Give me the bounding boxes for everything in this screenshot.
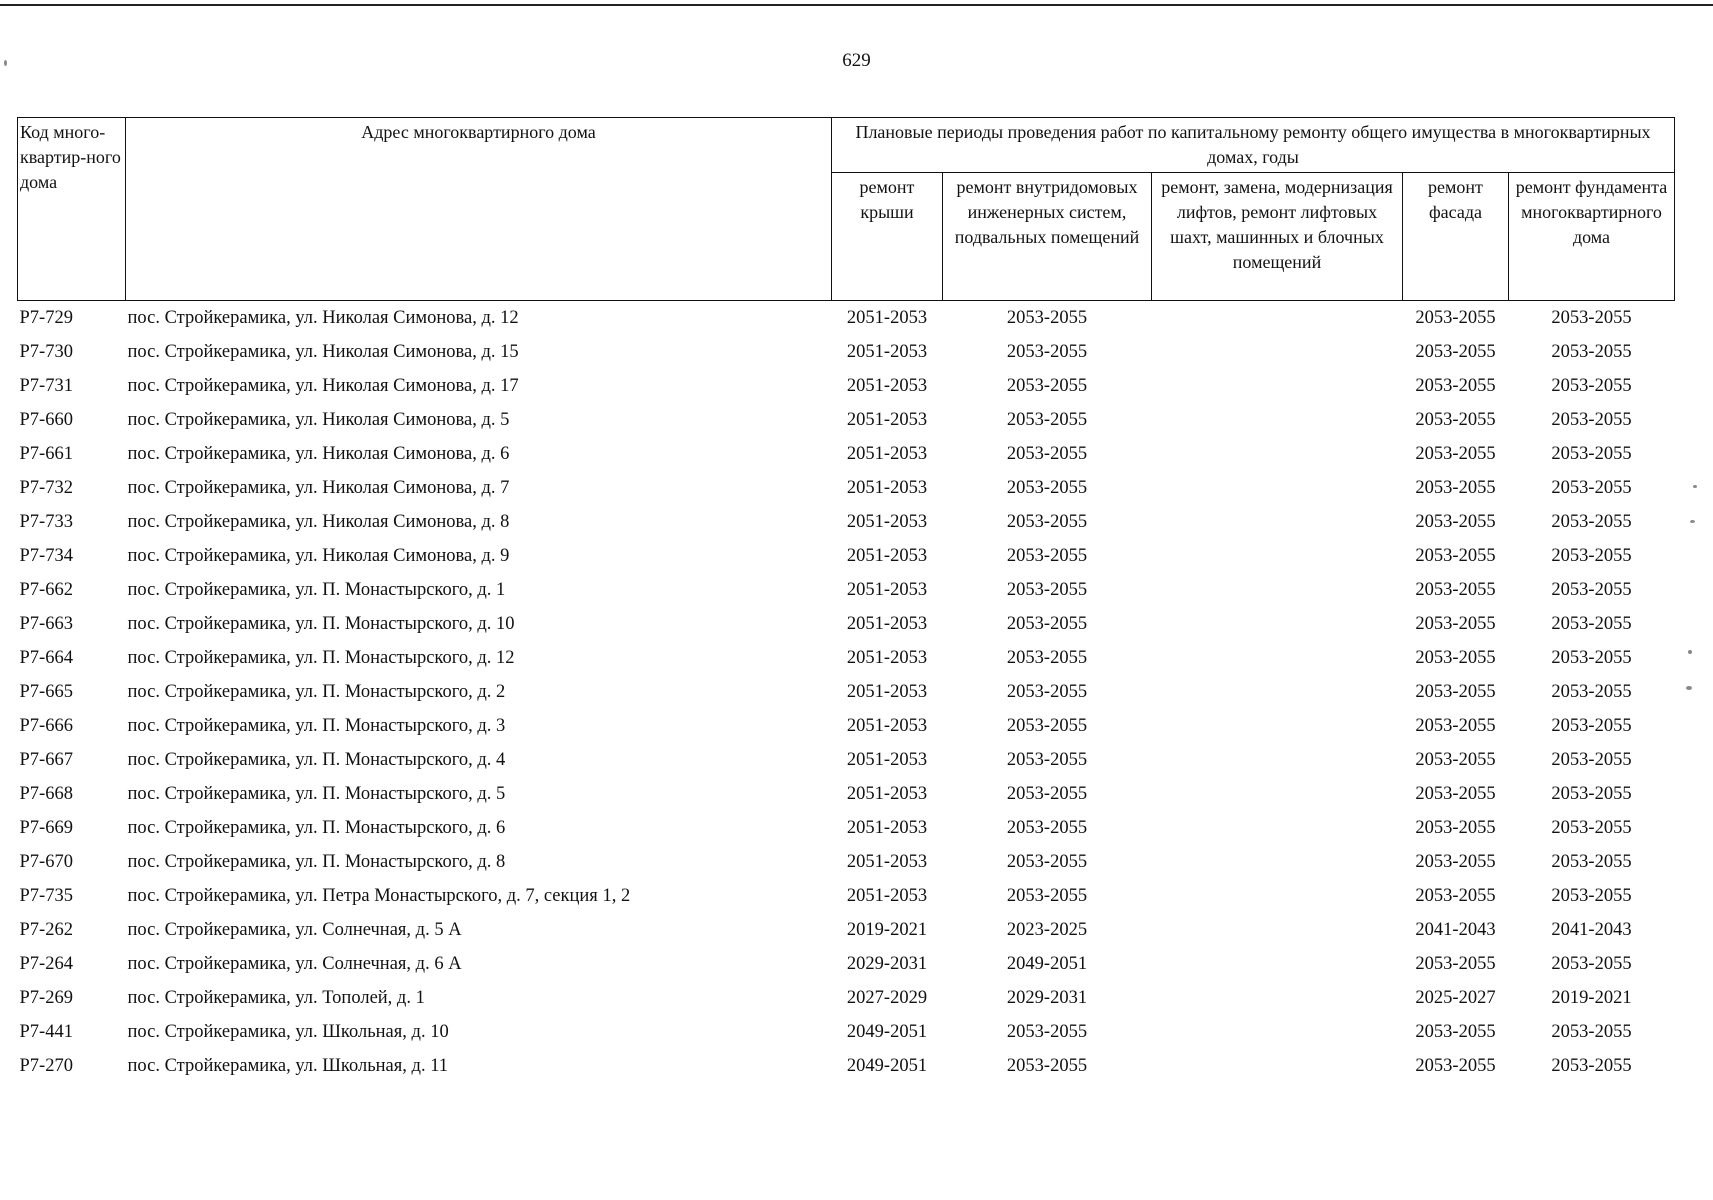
cell-code: Р7-734: [19, 545, 73, 566]
header-facade: ремонт фасада: [1403, 173, 1509, 301]
cell-engineering: 2053-2055: [1006, 715, 1088, 736]
scan-speck: [1688, 650, 1692, 654]
cell-facade: 2053-2055: [1415, 885, 1496, 906]
cell-address: пос. Стройкерамика, ул. Школьная, д. 10: [127, 1021, 449, 1042]
cell-facade: 2053-2055: [1415, 817, 1496, 838]
cell-roof: 2019-2021: [846, 919, 928, 940]
cell-foundation: 2053-2055: [1551, 545, 1632, 566]
table-row: [18, 505, 1675, 539]
cell-lifts: [1152, 981, 1403, 1015]
cell-code: Р7-269: [19, 987, 73, 1008]
cell-address: пос. Стройкерамика, ул. Николая Симонова, д. 9: [127, 545, 510, 566]
cell-facade: 2053-2055: [1415, 681, 1496, 702]
cell-facade: 2053-2055: [1415, 1021, 1496, 1042]
cell-facade: 2053-2055: [1415, 953, 1496, 974]
cell-foundation: 2053-2055: [1551, 783, 1632, 804]
cell-lifts: [1152, 845, 1403, 879]
cell-code: Р7-270: [19, 1055, 73, 1076]
table-row: [18, 369, 1675, 403]
cell-engineering: 2053-2055: [1006, 1021, 1088, 1042]
table-row: [18, 675, 1675, 709]
cell-roof: 2051-2053: [846, 307, 928, 328]
cell-engineering: 2053-2055: [1006, 613, 1088, 634]
cell-facade: 2053-2055: [1415, 851, 1496, 872]
cell-facade: 2053-2055: [1415, 341, 1496, 362]
cell-foundation: 2053-2055: [1551, 817, 1632, 838]
cell-facade: 2053-2055: [1415, 477, 1496, 498]
cell-lifts: [1152, 709, 1403, 743]
cell-foundation: 2053-2055: [1551, 647, 1632, 668]
cell-lifts: [1152, 777, 1403, 811]
cell-code: Р7-732: [19, 477, 73, 498]
top-rule: [0, 4, 1713, 6]
cell-lifts: [1152, 403, 1403, 437]
cell-lifts: [1152, 947, 1403, 981]
cell-address: пос. Стройкерамика, ул. Солнечная, д. 6 А: [127, 953, 462, 974]
table-row: [18, 1049, 1675, 1083]
cell-roof: 2027-2029: [846, 987, 928, 1008]
cell-address: пос. Стройкерамика, ул. Солнечная, д. 5 А: [127, 919, 462, 940]
cell-lifts: [1152, 607, 1403, 641]
cell-code: Р7-264: [19, 953, 73, 974]
cell-roof: 2051-2053: [846, 545, 928, 566]
cell-foundation: 2053-2055: [1551, 511, 1632, 532]
cell-foundation: 2053-2055: [1551, 341, 1632, 362]
cell-foundation: 2053-2055: [1551, 613, 1632, 634]
cell-roof: 2051-2053: [846, 817, 928, 838]
header-roof: ремонт крыши: [832, 173, 943, 301]
cell-code: Р7-733: [19, 511, 73, 532]
table-row: [18, 573, 1675, 607]
cell-foundation: 2053-2055: [1551, 749, 1632, 770]
cell-foundation: 2053-2055: [1551, 1055, 1632, 1076]
cell-code: Р7-667: [19, 749, 73, 770]
cell-foundation: 2053-2055: [1551, 715, 1632, 736]
table-row: [18, 335, 1675, 369]
cell-engineering: 2053-2055: [1006, 511, 1088, 532]
cell-engineering: 2053-2055: [1006, 341, 1088, 362]
table-row: [18, 403, 1675, 437]
cell-engineering: 2053-2055: [1006, 885, 1088, 906]
table-row: [18, 879, 1675, 913]
cell-engineering: 2053-2055: [1006, 647, 1088, 668]
cell-code: Р7-660: [19, 409, 73, 430]
table-row: [18, 471, 1675, 505]
scan-speck: [1693, 485, 1697, 488]
cell-facade: 2053-2055: [1415, 749, 1496, 770]
cell-engineering: 2053-2055: [1006, 681, 1088, 702]
table-header: [18, 118, 1675, 301]
cell-engineering: 2053-2055: [1006, 851, 1088, 872]
cell-address: пос. Стройкерамика, ул. Николая Симонова, д. 8: [127, 511, 510, 532]
page-number: 629: [842, 50, 871, 71]
cell-lifts: [1152, 471, 1403, 505]
cell-code: Р7-441: [19, 1021, 73, 1042]
table-row: [18, 743, 1675, 777]
table-row: [18, 607, 1675, 641]
header-address: Адрес многоквартирного дома: [126, 118, 832, 301]
cell-roof: 2049-2051: [846, 1055, 928, 1076]
cell-roof: 2051-2053: [846, 443, 928, 464]
cell-foundation: 2053-2055: [1551, 885, 1632, 906]
cell-foundation: 2053-2055: [1551, 851, 1632, 872]
cell-lifts: [1152, 335, 1403, 369]
plan-table-wrapper: [17, 117, 1674, 1083]
cell-foundation: 2053-2055: [1551, 579, 1632, 600]
cell-code: Р7-668: [19, 783, 73, 804]
cell-code: Р7-664: [19, 647, 73, 668]
cell-code: Р7-729: [19, 307, 73, 328]
cell-address: пос. Стройкерамика, ул. Николая Симонова, д. 6: [127, 443, 510, 464]
cell-foundation: 2053-2055: [1551, 477, 1632, 498]
cell-address: пос. Стройкерамика, ул. П. Монастырского, д. 8: [127, 851, 506, 872]
cell-roof: 2051-2053: [846, 885, 928, 906]
cell-facade: 2053-2055: [1415, 613, 1496, 634]
cell-engineering: 2053-2055: [1006, 545, 1088, 566]
cell-address: пос. Стройкерамика, ул. П. Монастырского, д. 12: [127, 647, 515, 668]
cell-facade: 2053-2055: [1415, 511, 1496, 532]
cell-code: Р7-670: [19, 851, 73, 872]
cell-foundation: 2053-2055: [1551, 307, 1632, 328]
cell-engineering: 2053-2055: [1006, 443, 1088, 464]
cell-facade: 2053-2055: [1415, 579, 1496, 600]
cell-address: пос. Стройкерамика, ул. Николая Симонова, д. 7: [127, 477, 510, 498]
cell-lifts: [1152, 1015, 1403, 1049]
table-row: [18, 845, 1675, 879]
cell-address: пос. Стройкерамика, ул. П. Монастырского, д. 2: [127, 681, 506, 702]
cell-code: Р7-262: [19, 919, 73, 940]
cell-address: пос. Стройкерамика, ул. Тополей, д. 1: [127, 987, 425, 1008]
cell-roof: 2051-2053: [846, 783, 928, 804]
cell-code: Р7-665: [19, 681, 73, 702]
cell-engineering: 2023-2025: [1006, 919, 1088, 940]
cell-roof: 2051-2053: [846, 749, 928, 770]
table-row: [18, 437, 1675, 471]
cell-engineering: 2053-2055: [1006, 783, 1088, 804]
cell-facade: 2053-2055: [1415, 783, 1496, 804]
cell-roof: 2051-2053: [846, 613, 928, 634]
cell-foundation: 2053-2055: [1551, 1021, 1632, 1042]
cell-roof: 2051-2053: [846, 341, 928, 362]
cell-foundation: 2053-2055: [1551, 443, 1632, 464]
cell-lifts: [1152, 301, 1403, 336]
cell-address: пос. Стройкерамика, ул. П. Монастырского, д. 10: [127, 613, 515, 634]
cell-address: пос. Стройкерамика, ул. Николая Симонова, д. 15: [127, 341, 519, 362]
cell-roof: 2051-2053: [846, 511, 928, 532]
table-row: [18, 981, 1675, 1015]
cell-code: Р7-731: [19, 375, 73, 396]
cell-roof: 2051-2053: [846, 647, 928, 668]
cell-facade: 2053-2055: [1415, 443, 1496, 464]
table-row: [18, 301, 1675, 336]
cell-engineering: 2053-2055: [1006, 307, 1088, 328]
cell-facade: 2053-2055: [1415, 307, 1496, 328]
cell-roof: 2051-2053: [846, 579, 928, 600]
cell-lifts: [1152, 573, 1403, 607]
cell-roof: 2051-2053: [846, 409, 928, 430]
cell-foundation: 2053-2055: [1551, 953, 1632, 974]
cell-code: Р7-735: [19, 885, 73, 906]
cell-facade: 2053-2055: [1415, 647, 1496, 668]
cell-foundation: 2053-2055: [1551, 681, 1632, 702]
plan-table: [17, 117, 1675, 1083]
cell-facade: 2053-2055: [1415, 545, 1496, 566]
cell-address: пос. Стройкерамика, ул. Школьная, д. 11: [127, 1055, 449, 1076]
cell-lifts: [1152, 539, 1403, 573]
cell-foundation: 2019-2021: [1551, 987, 1632, 1008]
cell-code: Р7-663: [19, 613, 73, 634]
scan-speck: [1690, 520, 1695, 523]
cell-address: пос. Стройкерамика, ул. Николая Симонова, д. 17: [127, 375, 519, 396]
cell-facade: 2025-2027: [1415, 987, 1496, 1008]
cell-roof: 2051-2053: [846, 681, 928, 702]
cell-facade: 2053-2055: [1415, 375, 1496, 396]
table-row: [18, 1015, 1675, 1049]
header-engineering: ремонт внутридомовых инженерных систем, подвальных помещений: [943, 173, 1152, 301]
scan-speck: [1686, 686, 1692, 690]
cell-facade: 2053-2055: [1415, 409, 1496, 430]
cell-address: пос. Стройкерамика, ул. Николая Симонова, д. 12: [127, 307, 519, 328]
table-row: [18, 913, 1675, 947]
cell-address: пос. Стройкерамика, ул. П. Монастырского, д. 6: [127, 817, 506, 838]
header-code: Код много-квартир-ного дома: [18, 118, 126, 301]
header-periods-group: Плановые периоды проведения работ по капитальному ремонту общего имущества в многоквартирных домах, годы: [832, 118, 1675, 173]
cell-lifts: [1152, 879, 1403, 913]
table-row: [18, 709, 1675, 743]
cell-roof: 2051-2053: [846, 851, 928, 872]
table-body: [18, 301, 1675, 1084]
cell-address: пос. Стройкерамика, ул. Николая Симонова, д. 5: [127, 409, 510, 430]
cell-engineering: 2053-2055: [1006, 375, 1088, 396]
cell-engineering: 2053-2055: [1006, 477, 1088, 498]
cell-foundation: 2041-2043: [1551, 919, 1632, 940]
cell-lifts: [1152, 913, 1403, 947]
cell-code: Р7-730: [19, 341, 73, 362]
cell-facade: 2041-2043: [1415, 919, 1496, 940]
cell-foundation: 2053-2055: [1551, 409, 1632, 430]
cell-engineering: 2049-2051: [1006, 953, 1088, 974]
cell-address: пос. Стройкерамика, ул. П. Монастырского, д. 5: [127, 783, 506, 804]
cell-engineering: 2029-2031: [1006, 987, 1088, 1008]
cell-roof: 2029-2031: [846, 953, 928, 974]
cell-engineering: 2053-2055: [1006, 817, 1088, 838]
cell-engineering: 2053-2055: [1006, 749, 1088, 770]
cell-lifts: [1152, 369, 1403, 403]
cell-lifts: [1152, 811, 1403, 845]
cell-foundation: 2053-2055: [1551, 375, 1632, 396]
cell-roof: 2051-2053: [846, 715, 928, 736]
cell-roof: 2049-2051: [846, 1021, 928, 1042]
cell-code: Р7-662: [19, 579, 73, 600]
cell-code: Р7-666: [19, 715, 73, 736]
cell-roof: 2051-2053: [846, 375, 928, 396]
table-row: [18, 811, 1675, 845]
cell-lifts: [1152, 641, 1403, 675]
cell-address: пос. Стройкерамика, ул. П. Монастырского, д. 1: [127, 579, 506, 600]
table-row: [18, 539, 1675, 573]
cell-lifts: [1152, 437, 1403, 471]
cell-lifts: [1152, 743, 1403, 777]
cell-address: пос. Стройкерамика, ул. Петра Монастырского, д. 7, секция 1, 2: [127, 885, 631, 906]
table-row: [18, 947, 1675, 981]
table-row: [18, 777, 1675, 811]
cell-facade: 2053-2055: [1415, 715, 1496, 736]
cell-lifts: [1152, 505, 1403, 539]
header-foundation: ремонт фундамента многоквартирного дома: [1509, 173, 1675, 301]
cell-address: пос. Стройкерамика, ул. П. Монастырского, д. 4: [127, 749, 506, 770]
cell-engineering: 2053-2055: [1006, 1055, 1088, 1076]
cell-lifts: [1152, 675, 1403, 709]
cell-code: Р7-669: [19, 817, 73, 838]
cell-engineering: 2053-2055: [1006, 409, 1088, 430]
header-lifts: ремонт, замена, модернизация лифтов, ремонт лифтовых шахт, машинных и блочных помещений: [1152, 173, 1403, 301]
cell-address: пос. Стройкерамика, ул. П. Монастырского, д. 3: [127, 715, 506, 736]
cell-code: Р7-661: [19, 443, 73, 464]
scan-speck: [4, 60, 7, 66]
cell-roof: 2051-2053: [846, 477, 928, 498]
cell-lifts: [1152, 1049, 1403, 1083]
cell-engineering: 2053-2055: [1006, 579, 1088, 600]
cell-facade: 2053-2055: [1415, 1055, 1496, 1076]
table-row: [18, 641, 1675, 675]
